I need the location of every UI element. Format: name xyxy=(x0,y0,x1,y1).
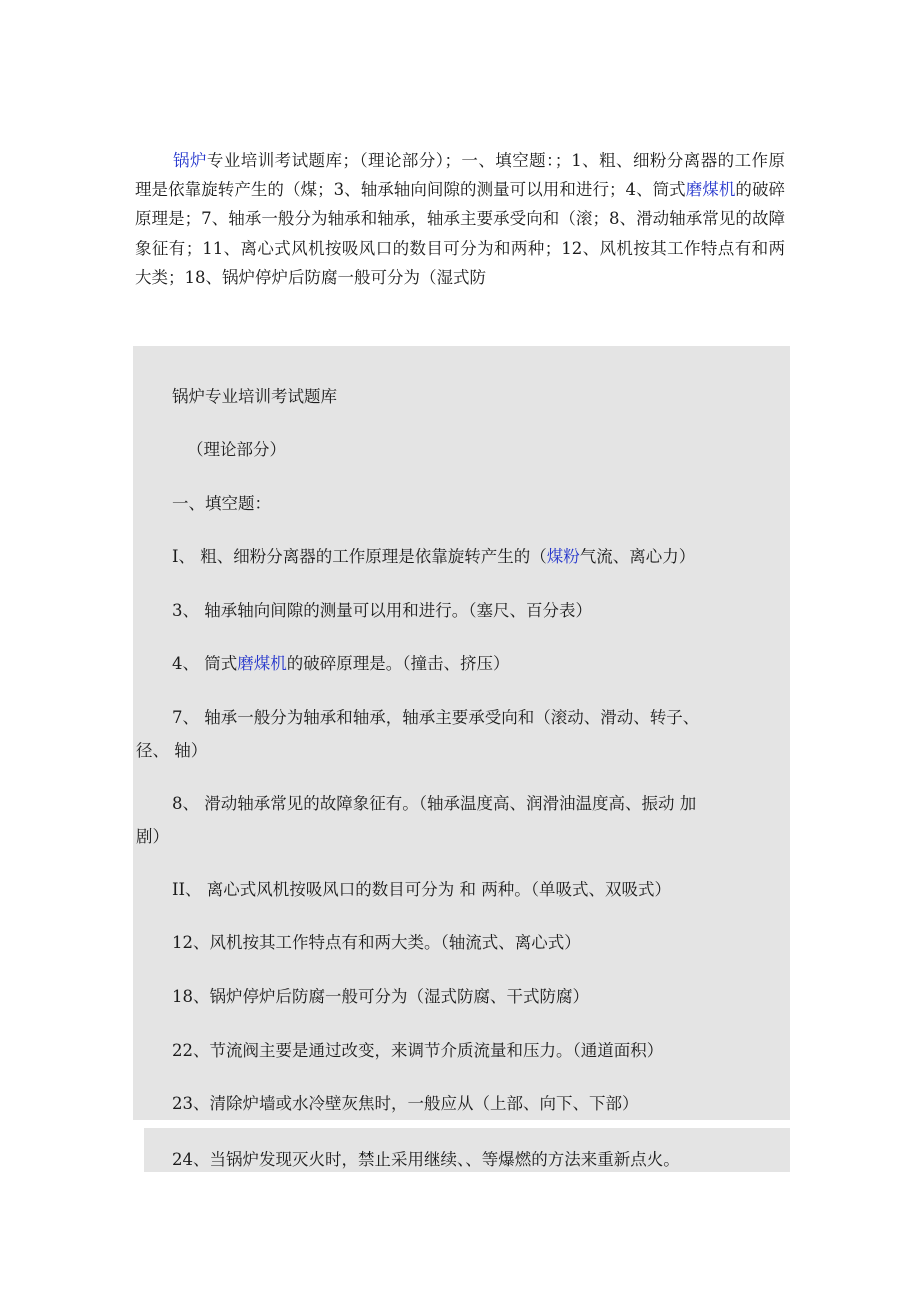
link-coal-powder[interactable]: 煤粉 xyxy=(546,547,580,566)
summary-paragraph xyxy=(135,146,785,292)
link-boiler[interactable]: 锅炉 xyxy=(173,151,207,170)
summary-text-1: 专业培训考试题库；（理论部分）；一、填空题：；1、粗、细粉分离器的工作原理是依靠旋转产生的（煤；3、轴承轴向间隙的测量可以用和进行；4、筒式 xyxy=(135,151,785,200)
question-22: 22、节流阀主要是通过改变，来调节介质流量和压力。（通道面积） xyxy=(172,1041,664,1060)
link-coal-mill-2[interactable]: 磨煤机 xyxy=(237,654,287,673)
question-11: II、 离心式风机按吸风口的数目可分为 和 两种。（单吸式、双吸式） xyxy=(172,880,672,899)
question-7-line1: 7、 轴承一般分为轴承和轴承，轴承主要承受向和（滚动、滑动、转子、 xyxy=(172,708,700,727)
summary-text-2: 的破碎原理是；7、轴承一般分为轴承和轴承，轴承主要承受向和（滚；8、滑动轴承常见的故障象征有；11、离心式风机按吸风口的数目可分为和两种；12、风机按其工作特点有和两大类；18、锅炉停炉后防腐一般可分为（湿式防 xyxy=(135,180,786,287)
question-4: 4、 筒式磨煤机的破碎原理是。（撞击、挤压） xyxy=(172,654,510,673)
question-7-line2: 径、 轴） xyxy=(136,741,208,760)
question-18: 18、锅炉停炉后防腐一般可分为（湿式防腐、干式防腐） xyxy=(172,987,589,1006)
question-24: 24、当锅炉发现灭火时，禁止采用继续、、等爆燃的方法来重新点火。 xyxy=(172,1150,680,1169)
question-1: I、 粗、细粉分离器的工作原理是依靠旋转产生的（煤粉气流、离心力） xyxy=(172,547,696,566)
question-3: 3、 轴承轴向间隙的测量可以用和进行。（塞尺、百分表） xyxy=(172,601,592,620)
question-12: 12、风机按其工作特点有和两大类。（轴流式、离心式） xyxy=(172,933,581,952)
question-8-line2: 剧） xyxy=(136,827,169,846)
section-heading: 一、填空题： xyxy=(172,494,271,513)
doc-subtitle: （理论部分） xyxy=(187,440,286,459)
question-23: 23、清除炉墙或水冷壁灰焦时，一般应从（上部、向下、下部） xyxy=(172,1094,639,1113)
question-8-line1: 8、 滑动轴承常见的故障象征有。（轴承温度高、润滑油温度高、振动 加 xyxy=(172,794,697,813)
doc-title: 锅炉专业培训考试题库 xyxy=(172,387,337,406)
link-coal-mill[interactable]: 磨煤机 xyxy=(685,180,736,200)
